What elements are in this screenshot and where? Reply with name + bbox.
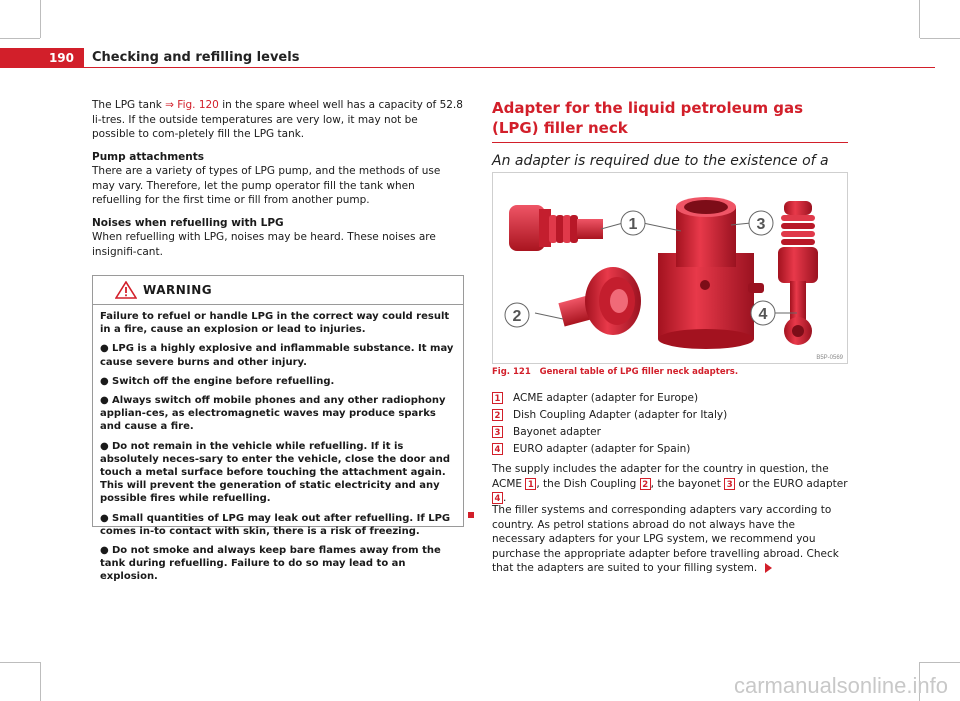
- crop-mark: [0, 662, 40, 663]
- page-number: 190: [0, 48, 84, 68]
- warning-triangle-icon: [115, 281, 137, 299]
- lpg-tank-paragraph: The LPG tank ⇒ Fig. 120 in the spare wheel well has a capacity of 52.8 li-tres. If the outside temperatures are very low, it may not be possible to com-pletely fill the LPG tank.: [92, 99, 463, 140]
- svg-text:1: 1: [628, 216, 638, 233]
- adapter-list: [492, 390, 848, 458]
- crop-mark: [919, 0, 920, 38]
- warning-body: [93, 305, 463, 584]
- heading-rule: [492, 142, 848, 143]
- number-badge: 4: [492, 492, 503, 504]
- supply-paragraph: The supply includes the adapter for the country in question, the ACME 1 , the Dish Coupling 2 , the bayonet 3 or the EURO adapter 4 .: [492, 463, 848, 504]
- adapter-figure: [492, 172, 848, 364]
- crop-mark: [920, 38, 960, 39]
- section-heading: Adapter for the liquid petroleum gas (LPG) filler neck: [492, 99, 804, 137]
- left-column: [92, 98, 464, 267]
- number-badge: 1: [525, 478, 536, 490]
- crop-mark: [40, 0, 41, 38]
- bayonet-adapter: [658, 197, 764, 349]
- list-item: 2 Dish Coupling Adapter (adapter for Italy): [492, 407, 848, 424]
- warning-box: [92, 275, 464, 583]
- crop-mark: [40, 662, 41, 701]
- pump-heading: Pump attachments: [92, 150, 204, 163]
- chapter-title: Checking and refilling levels: [92, 50, 300, 65]
- number-badge: 3: [724, 478, 735, 490]
- callout-1: [621, 211, 645, 235]
- svg-text:2: 2: [512, 308, 522, 325]
- warning-bullet: ● Small quantities of LPG may leak out after refuelling. If LPG comes in-to contact with skin, there is a risk of freezing.: [100, 512, 451, 537]
- warning-bullet: ● Do not remain in the vehicle while refuelling. If it is absolutely neces-sary to enter the vehicle, close the door and touch a metal surface before touching the attachment again. This will prevent the generation of static electricity and any possible fires while refuelling.: [100, 440, 450, 505]
- warning-title: WARNING: [143, 283, 213, 297]
- warning-header: [93, 276, 463, 305]
- warning-bullet: ● Switch off the engine before refuelling.: [100, 375, 335, 387]
- adapter-illustration: [493, 173, 848, 364]
- number-badge: 4: [492, 443, 503, 455]
- euro-adapter: [778, 201, 818, 345]
- svg-text:4: 4: [758, 306, 768, 323]
- crop-mark: [0, 38, 40, 39]
- list-item: 1 ACME adapter (adapter for Europe): [492, 390, 848, 407]
- number-badge: 2: [640, 478, 651, 490]
- acme-adapter: [509, 205, 603, 251]
- svg-text:3: 3: [756, 216, 766, 233]
- list-item: 3 Bayonet adapter: [492, 424, 848, 441]
- noise-heading: Noises when refuelling with LPG: [92, 216, 284, 229]
- watermark: carmanualsonline.info: [733, 673, 948, 698]
- noise-paragraph: When refuelling with LPG, noises may be heard. These noises are insignifi-cant.: [92, 231, 436, 258]
- callout-3: [749, 211, 773, 235]
- header-rule: [84, 67, 935, 68]
- leader-line: [601, 223, 623, 229]
- warning-bullet: ● Do not smoke and always keep bare flames away from the tank during refuelling. Failure to do so may lead to an explosion.: [100, 545, 441, 583]
- leader-line: [643, 223, 681, 231]
- page-header: [0, 48, 960, 68]
- number-badge: 2: [492, 409, 503, 421]
- continue-arrow-icon: [765, 563, 772, 573]
- warning-bullet: ● Always switch off mobile phones and any other radiophony applian-ces, as electromagnetic waves may produce sparks and cause a fire.: [100, 395, 446, 433]
- dish-coupling-adapter: [558, 267, 641, 335]
- fig-120-link[interactable]: ⇒ Fig. 120: [165, 99, 219, 111]
- pump-paragraph: There are a variety of types of LPG pump, and the methods of use may vary. Therefore, let the pump operator fill the tank when refuelling for the first time or fill from another pump.: [92, 165, 441, 206]
- figure-code: B5P-0569: [816, 355, 843, 361]
- lead-text: An adapter is required due to the existence of a: [492, 153, 829, 169]
- warning-bullet: ● LPG is a highly explosive and inflammable substance. It may cause severe burns and other injury.: [100, 343, 454, 368]
- crop-mark: [920, 662, 960, 663]
- section-end-marker: [468, 512, 474, 518]
- filler-systems-paragraph: The filler systems and corresponding adapters vary according to country. As petrol stations abroad do not always have the necessary adapters for your LPG system, we recommend you purchase the appropriate adapter before travelling abroad. Check that the adapters are suited to your filling system.: [492, 504, 839, 574]
- leader-line: [535, 313, 563, 319]
- figure-caption: Fig. 121 General table of LPG filler neck adapters.: [492, 367, 739, 377]
- warning-intro: Failure to refuel or handle LPG in the correct way could result in a fire, cause an explosion or lead to injuries.: [100, 311, 450, 336]
- callout-2: [505, 303, 529, 327]
- callout-4: [751, 301, 775, 325]
- number-badge: 3: [492, 426, 503, 438]
- list-item: 4 EURO adapter (adapter for Spain): [492, 441, 848, 458]
- number-badge: 1: [492, 392, 503, 404]
